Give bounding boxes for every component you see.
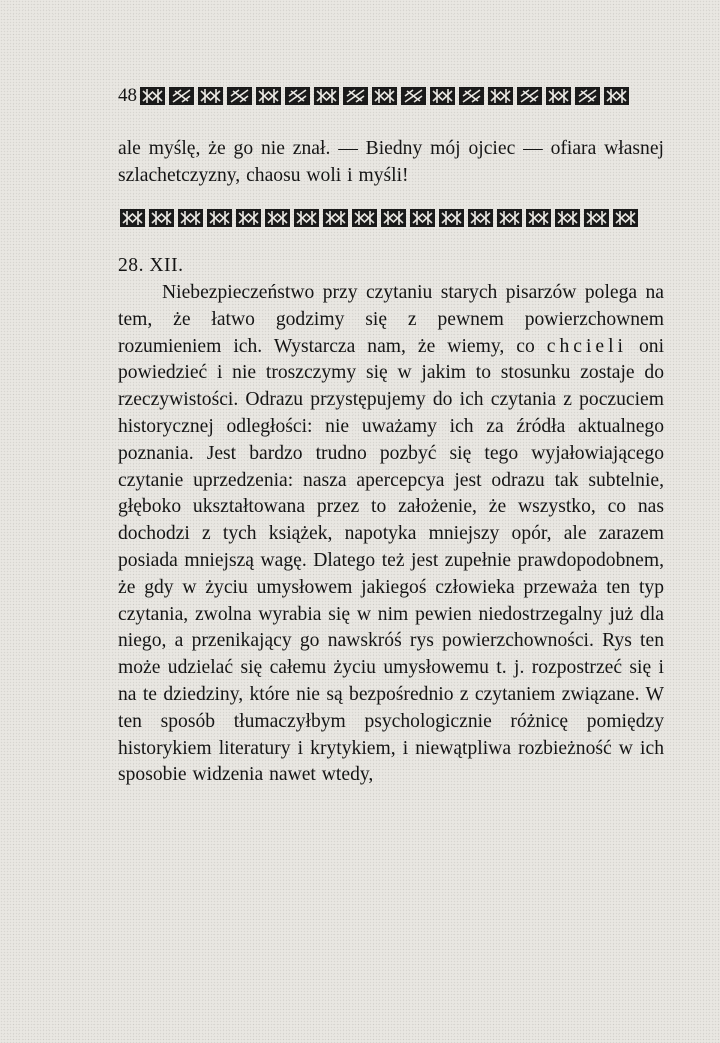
woven-knot-ornament-icon bbox=[225, 85, 254, 107]
woven-knot-ornament-icon bbox=[428, 85, 457, 107]
woven-knot-ornament-icon bbox=[486, 85, 515, 107]
woven-knot-ornament-icon bbox=[524, 207, 553, 229]
woven-knot-ornament-icon bbox=[196, 85, 225, 107]
woven-knot-ornament-icon bbox=[138, 85, 167, 107]
woven-knot-ornament-icon bbox=[582, 207, 611, 229]
woven-knot-ornament-icon bbox=[234, 207, 263, 229]
emphasized-word: chcieli bbox=[546, 335, 627, 357]
woven-knot-ornament-icon bbox=[283, 85, 312, 107]
woven-knot-ornament-icon bbox=[544, 85, 573, 107]
woven-knot-ornament-icon bbox=[254, 85, 283, 107]
running-header bbox=[118, 82, 663, 110]
section-heading bbox=[118, 253, 184, 279]
woven-knot-ornament-icon bbox=[147, 207, 176, 229]
woven-knot-ornament-icon bbox=[399, 85, 428, 107]
woven-knot-ornament-icon bbox=[573, 85, 602, 107]
woven-knot-ornament-icon bbox=[515, 85, 544, 107]
woven-knot-ornament-icon bbox=[341, 85, 370, 107]
woven-knot-ornament-icon bbox=[602, 85, 631, 107]
woven-knot-ornament-icon bbox=[167, 85, 196, 107]
woven-knot-ornament-icon bbox=[312, 85, 341, 107]
woven-knot-ornament-icon bbox=[350, 207, 379, 229]
main-paragraph-part1: Niebezpieczeństwo przy czytaniu starych pisarzów polega na tem, że łatwo godzimy się z pewnem powierzchownem rozumieniem ich. Wystarcza nam, że wiemy, co bbox=[118, 282, 664, 357]
woven-knot-ornament-icon bbox=[611, 207, 640, 229]
woven-knot-ornament-icon bbox=[263, 207, 292, 229]
woven-knot-ornament-icon bbox=[437, 207, 466, 229]
page-number: 48 bbox=[118, 85, 137, 106]
header-ornament-band bbox=[138, 85, 631, 107]
woven-knot-ornament-icon bbox=[379, 207, 408, 229]
ornamental-divider bbox=[118, 207, 664, 229]
woven-knot-ornament-icon bbox=[292, 207, 321, 229]
woven-knot-ornament-icon bbox=[457, 85, 486, 107]
section-number: 28. bbox=[118, 255, 144, 276]
woven-knot-ornament-icon bbox=[466, 207, 495, 229]
woven-knot-ornament-icon bbox=[176, 207, 205, 229]
woven-knot-ornament-icon bbox=[553, 207, 582, 229]
woven-knot-ornament-icon bbox=[321, 207, 350, 229]
main-paragraph bbox=[118, 280, 664, 789]
woven-knot-ornament-icon bbox=[205, 207, 234, 229]
top-paragraph: ale myślę, że go nie znał. — Biedny mój ojciec — ofiara własnej szlachetczyzny, chaosu woli i myśli! bbox=[118, 138, 664, 186]
woven-knot-ornament-icon bbox=[408, 207, 437, 229]
woven-knot-ornament-icon bbox=[118, 207, 147, 229]
woven-knot-ornament-icon bbox=[370, 85, 399, 107]
main-paragraph-part2: oni powiedzieć i nie troszczymy się w jakim to stosunku zostaje do rzeczywistości. Odrazu przystępujemy do ich czytania z poczuciem historycznej odległości: nie uważamy ich za źródła aktualnego poznania. Jest bardzo trudno pozbyć się tego wyjałowiającego czytanie uprzedzenia: nasza apercepcya jest odrazu tak subtelnie, głęboko ukształtowana przez to założenie, że wszystko, co nas dochodzi z tych książek, napotyka mniejszy opór, ale zarazem posiada mniejszą wagę. Dlatego też jest zupełnie prawdopodobnem, że gdy w życiu umysłowem jakiegoś człowieka przeważa ten typ czytania, zwolna wyrabia się w nim pewien niedostrzegalny już dla niego, a przenikający go nawskróś rys powierzchowności. Rys ten może udzielać się całemu życiu umysłowemu t. j. rozpostrzeć się i na te dziedziny, które nie są bezpośrednio z czytaniem związane. W ten sposób tłumaczyłbym psychologicznie różnicę pomiędzy historykiem literatury i krytykiem, i niewątpliwa rozbieżność w ich sposobie widzenia nawet wtedy, bbox=[118, 335, 665, 786]
woven-knot-ornament-icon bbox=[495, 207, 524, 229]
section-roman-numeral: XII. bbox=[149, 255, 184, 276]
